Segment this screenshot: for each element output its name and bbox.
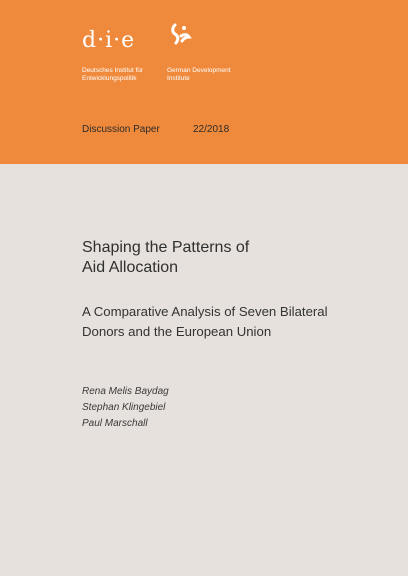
author-list bbox=[82, 384, 302, 432]
series-label: Discussion Paper bbox=[82, 124, 160, 135]
cover-header-band bbox=[0, 0, 408, 164]
institute-name-german: Deutsches Institut für Entwicklungspolitik bbox=[82, 67, 144, 82]
series-number: 22/2018 bbox=[193, 124, 230, 135]
institute-name-english: German Development Institute bbox=[167, 67, 231, 82]
author-name: Paul Marschall bbox=[82, 418, 148, 429]
author-name: Stephan Klingebiel bbox=[82, 402, 166, 413]
document-title: Shaping the Patterns of Aid Allocation bbox=[82, 239, 250, 276]
author-name: Rena Melis Baydag bbox=[82, 386, 169, 397]
die-logo-wordmark: d·i·e bbox=[82, 28, 136, 53]
die-logo-mark-icon bbox=[166, 22, 192, 48]
document-subtitle: A Comparative Analysis of Seven Bilateral Donors and the European Union bbox=[82, 304, 328, 339]
